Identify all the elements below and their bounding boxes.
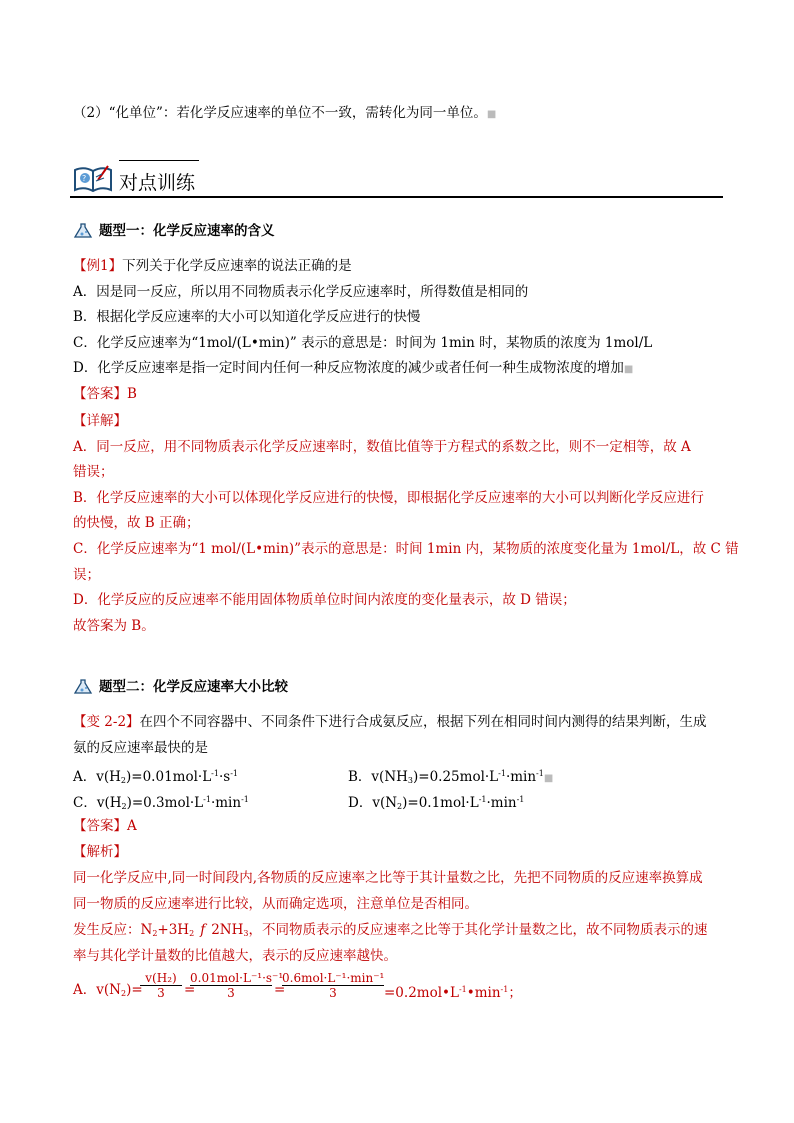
detail-line: 故答案为 B。 (73, 618, 155, 634)
example1-option-d: D．化学反应速率是指一定时间内任何一种反应物浓度的减少或者任何一种生成物浓度的增加■ (73, 360, 634, 376)
example1-detail-tag: 【详解】 (73, 413, 127, 429)
detail-line: C．化学反应速率为“1 mol/(L•min)”表示的意思是：时间 1min 内，某物质的浓度变化量为 1mol/L，故 C 错 (73, 541, 739, 557)
calc-result: $=0.2mol•L^{-1}•\min^{-1}$； (384, 985, 522, 1001)
section-rule-top (119, 160, 199, 161)
fraction-vh2: $\frac{\text{v(H₂)}}{3}$ (140, 971, 182, 1000)
example1-option-c: C．化学反应速率为“1mol/(L•min)” 表示的意思是：时间为 1min 时，某物质的浓度为 1mol/L (73, 335, 653, 351)
reaction-line: 发生反应：$N_2+3H_2$ f $2NH_3$，不同物质表示的反应速率之比等于其化学计量数之比，故不同物质表示的速 (73, 922, 708, 938)
analysis-line: 同一物质的反应速率进行比较，从而确定选项，注意单位是否相同。 (73, 896, 478, 912)
fraction-rate-s: 0.01mol·L⁻¹·s⁻¹ 3 (190, 971, 284, 1000)
flask-icon (73, 223, 95, 239)
variant-answer: 【答案】A (73, 818, 137, 834)
fraction-rate-min: 0.6mol·L⁻¹·min⁻¹ 3 (282, 971, 385, 1000)
detail-line: B．化学反应速率的大小可以体现化学反应进行的快慢，即根据化学反应速率的大小可以判断化学反应进行 (73, 490, 704, 506)
variant-question-line2: 氨的反应速率最快的是 (73, 740, 208, 756)
detail-line: A．同一反应，用不同物质表示化学反应速率时，数值比值等于方程式的系数之比，则不一定相等，故 A (73, 439, 691, 455)
example1-option-a: A．因是同一反应，所以用不同物质表示化学反应速率时，所得数值是相同的 (73, 284, 529, 300)
detail-line: D．化学反应的反应速率不能用固体物质单位时间内浓度的变化量表示，故 D 错误； (73, 592, 576, 608)
equals: = (274, 982, 286, 998)
section-title: 对点训练 (119, 172, 196, 194)
example1-question: 【例1】下列关于化学反应速率的说法正确的是 (73, 258, 352, 274)
variant-option-a: A．$v(H_2)=0.01mol\cdot L^{-1}\cdot s^{-1}$ (73, 769, 238, 785)
section-icon (72, 160, 114, 198)
detail-line: 的快慢，故 B 正确； (73, 515, 200, 531)
calc-a-label: A．$v(N_2)=$ (73, 982, 143, 998)
type2-heading: 题型二：化学反应速率大小比较 (73, 678, 288, 696)
variant-question-line1: 【变 2-2】在四个不同容器中、不同条件下进行合成氨反应，根据下列在相同时间内测得的结果判断，生成 (73, 714, 707, 730)
intro-line: （2）“化单位”：若化学反应速率的单位不一致，需转化为同一单位。■ (73, 105, 497, 121)
equals: = (184, 982, 196, 998)
flask-icon (73, 679, 95, 695)
svg-text:?: ? (82, 174, 87, 183)
variant-option-b: B．$v(NH_3)=0.25mol\cdot L^{-1}\cdot\min^{-1}■$ (348, 769, 554, 785)
variant-option-d: D．$v(N_2)=0.1mol\cdot L^{-1}\cdot\min^{-1}$ (348, 795, 525, 811)
section-rule (70, 196, 723, 198)
analysis-line: 同一化学反应中,同一时间段内,各物质的反应速率之比等于其计量数之比，先把不同物质的反应速率换算成 (73, 870, 703, 886)
example1-option-b: B．根据化学反应速率的大小可以知道化学反应进行的快慢 (73, 309, 421, 325)
variant-option-c: C．$v(H_2)=0.3mol\cdot L^{-1}\cdot\min^{-1}$ (73, 795, 249, 811)
detail-line: 错误； (73, 464, 114, 480)
example1-answer: 【答案】B (73, 386, 137, 402)
type1-heading: 题型一：化学反应速率的含义 (73, 222, 275, 240)
detail-line: 误； (73, 567, 100, 583)
variant-analysis-tag: 【解析】 (73, 844, 127, 860)
reaction-line2: 率与其化学计量数的比值越大，表示的反应速率越快。 (73, 948, 397, 964)
